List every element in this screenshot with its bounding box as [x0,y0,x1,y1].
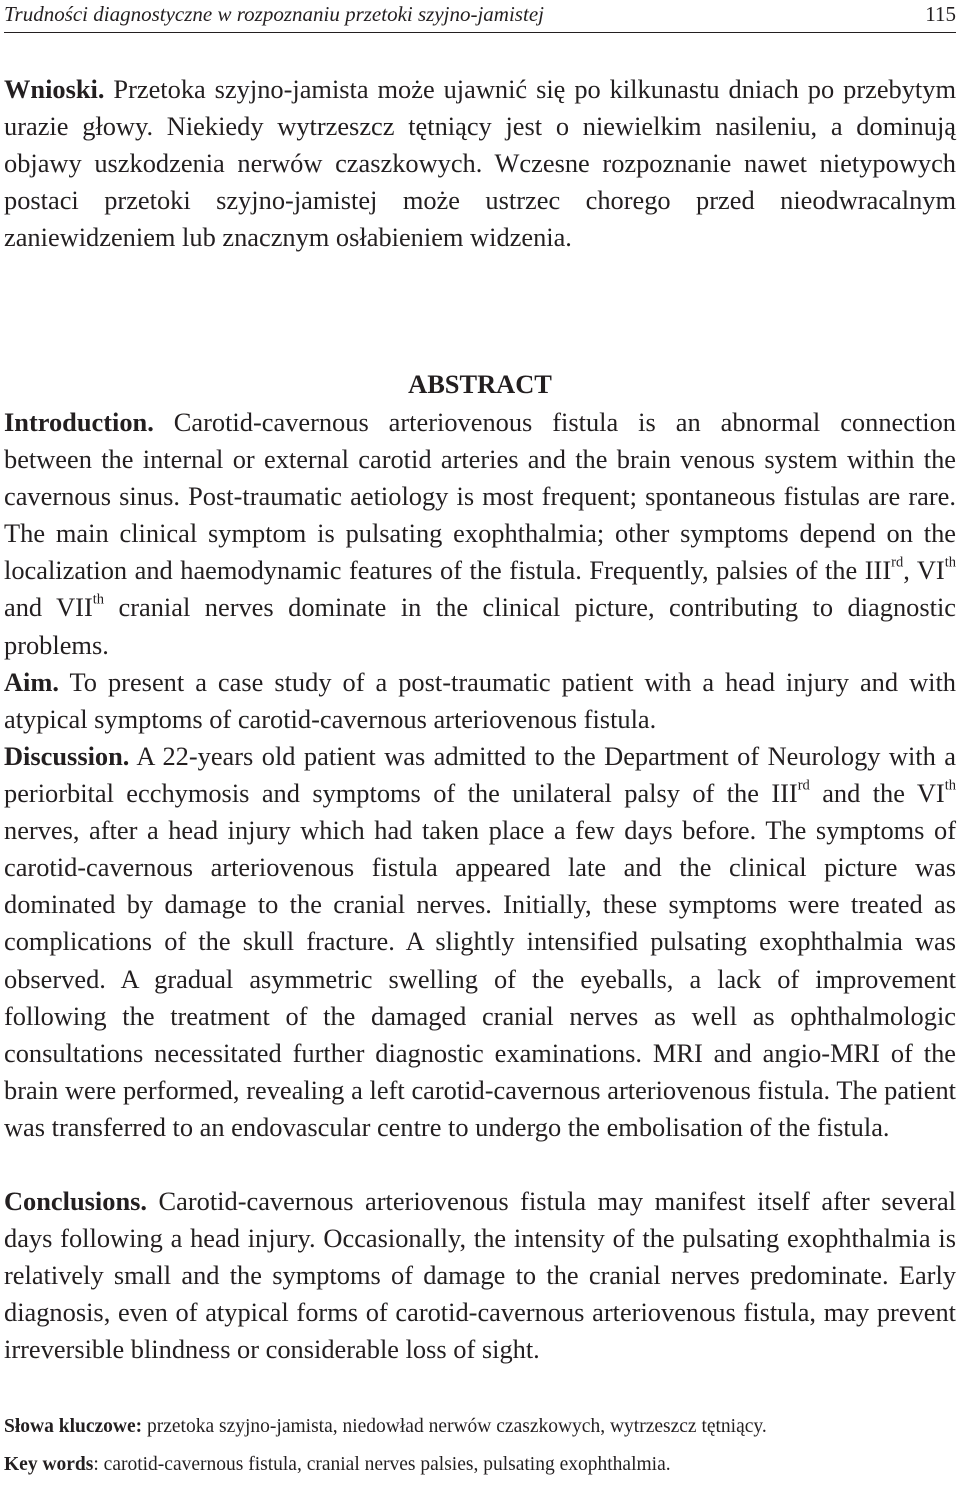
superscript: th [944,555,956,572]
superscript: th [944,777,956,794]
keywords-en [4,1452,956,1478]
running-header [4,0,956,33]
conclusions-pl-paragraph [4,71,956,256]
introduction-text: Carotid-cavernous arteriovenous fistula is an abnormal connection between the internal or external carotid arteries and the brain venous system within the cavernous sinus. Post-traumatic aetiology is most frequent; spontaneous fistulas are rare. The main clinical symptom is pulsating exophthalmia; other symptoms depend on the localization and haemodynamic features of the fistula. Frequently, palsies of the III [4,407,956,586]
page-number: 115 [925,2,956,26]
keywords-pl-label: Słowa kluczowe: [4,1416,143,1437]
keywords-en-label: Key words [4,1454,94,1475]
running-title: Trudności diagnostyczne w rozpoznaniu przetoki szyjno-jamistej [4,2,544,26]
keywords-pl [4,1414,956,1440]
conclusions-pl-text: Przetoka szyjno-jamista może ujawnić się po kilkunastu dniach po przebytym urazie głowy. Niekiedy wytrzeszcz tętniący jest o niewielkim nasileniu, a dominują objawy uszkodzenia nerwów czaszkowych. Wczesne rozpoznanie nawet nietypowych postaci przetoki szyjno-jamistej może ustrzec chorego przed nieodwracalnym zaniewidzeniem lub znacznym osłabieniem widzenia. [4,74,956,253]
discussion-label: Discussion. [4,741,130,771]
conclusions-paragraph [4,1183,956,1368]
conclusions-pl-label: Wnioski. [4,74,105,104]
discussion-text: nerves, after a head injury which had taken place a few days before. The symptoms of carotid-cavernous arteriovenous fistula appeared late and the clinical picture was dominated by damage to the cranial nerves. Initially, these symptoms were treated as complications of the skull fracture. A slightly intensified pulsating exophthalmia was observed. A gradual asymmetric swelling of the eyeballs, a lack of improvement following the treatment of the damaged cranial nerves as well as ophthalmologic consultations necessitated further diagnostic examinations. MRI and angio-MRI of the brain were performed, revealing a left carotid-cavernous arteriovenous fistula. The patient was transferred to an endovascular centre to undergo the embolisation of the fistula. [4,815,956,1142]
superscript: th [92,592,105,609]
discussion-text: and the VI [809,778,945,809]
introduction-text: cranial nerves dominate in the clinical picture, contributing to diagnostic problems. [4,592,956,660]
introduction-paragraph [4,404,956,664]
aim-label: Aim. [4,667,59,697]
superscript: rd [797,777,810,794]
abstract-heading: ABSTRACT [408,369,552,399]
discussion-paragraph [4,738,956,1146]
discussion-text: A 22-years old patient was admitted to the Department of Neurology with a periorbital ecchymosis and symptoms of the unilateral palsy of the III [4,741,956,809]
superscript: rd [891,555,904,572]
introduction-label: Introduction. [4,407,154,437]
keywords-pl-text: przetoka szyjno-jamista, niedowład nerwów czaszkowych, wytrzeszcz tętniący. [142,1416,767,1437]
aim-text: To present a case study of a post-traumatic patient with a head injury and with atypical symptoms of carotid-cavernous arteriovenous fistula. [4,667,956,735]
introduction-text: and VII [4,592,93,623]
keywords-en-text: : carotid-cavernous fistula, cranial nerves palsies, pulsating exophthalmia. [93,1454,671,1475]
introduction-text: , VI [903,555,945,586]
conclusions-text: Carotid-cavernous arteriovenous fistula may manifest itself after several days following a head injury. Occasionally, the intensity of the pulsating exophthalmia is relatively small and the symptoms of damage to the cranial nerves predominate. Early diagnosis, even of atypical forms of carotid-cavernous arteriovenous fistula, may prevent irreversible blindness or considerable loss of sight. [4,1186,956,1365]
conclusions-label: Conclusions. [4,1186,147,1216]
aim-paragraph [4,664,956,738]
